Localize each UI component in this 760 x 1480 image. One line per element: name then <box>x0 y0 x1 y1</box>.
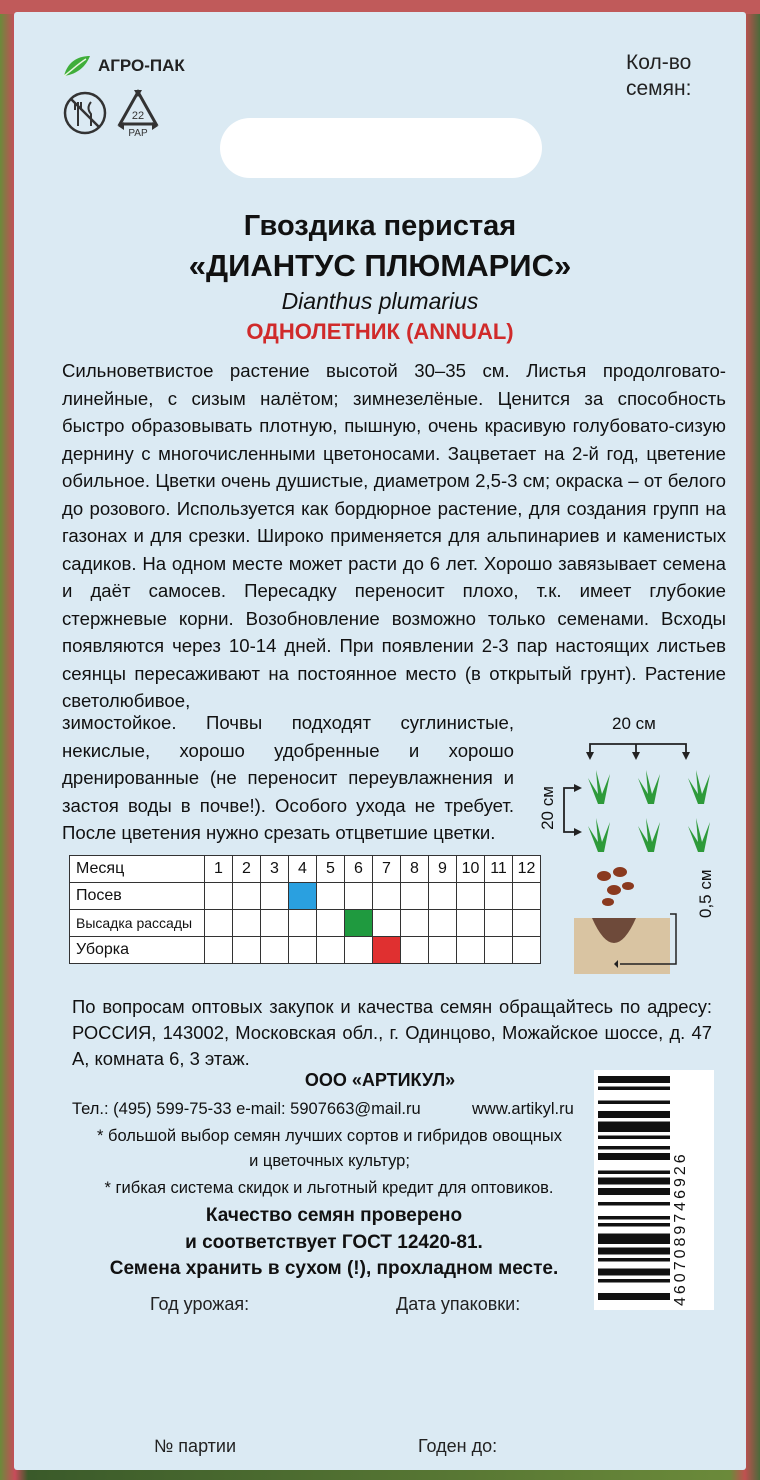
sowing-marker <box>289 883 317 910</box>
quality-line-2: и соответствует ГОСТ 12420-81. <box>185 1232 483 1253</box>
calendar-row-harvest <box>70 937 541 964</box>
calendar-header-row <box>70 856 541 883</box>
month-cell: 5 <box>317 856 345 883</box>
barcode-bar <box>598 1153 670 1160</box>
month-cell: 8 <box>401 856 429 883</box>
row-label: Уборка <box>70 937 205 964</box>
recycle-icon <box>112 88 164 138</box>
brand-name: АГРО-ПАК <box>98 56 185 75</box>
barcode-bars <box>594 1070 714 1310</box>
bullet-discounts: * гибкая система скидок и льготный кредит для оптовиков. <box>104 1179 554 1197</box>
spacing-vertical-label: 20 см <box>537 786 557 830</box>
barcode-bar <box>598 1087 670 1091</box>
month-cell: 9 <box>429 856 457 883</box>
recycle-code: 22 <box>131 110 145 122</box>
latin-name: Dianthus plumarius <box>281 288 479 314</box>
description-text-continued: зимостойкое. Почвы подходят суглинистые, некислые, хорошо удобренные и хорошо дренированные (не переносит переувлажнения и застоя воды в почве!). Особого ухода не требует. После цветения нужно срезать отцветшие цветки. <box>62 712 514 843</box>
harvest-marker <box>373 937 401 964</box>
barcode-bar <box>598 1111 670 1118</box>
description-text: Сильноветвистое растение высотой 30–35 см. Листья продолговато-линейные, с сизым налётом; зимнезелёные. Ценится за способность быстро образовывать плотную, пышную, очень красивую голубовато-сизую дернину с многочисленными цветоносами. Зацветает на 2-й год, цветение обильное. Цветки очень душистые, диаметром 2,5-3 см; окраска – от белого до розового. Используется как бордюрное растение, для создания групп на газонах и для срезки. Широко применяется для альпинариев и каменистых садиков. На одном месте может расти до 6 лет. Хорошо завязывает семена и даёт самосев. Пересадку переносит плохо, т.к. имеет глубокие стержневые корни. Возобновление возможно только семенами. Всходы появляются через 10-14 дней. При появлении 2-3 пар настоящих листьев сеянцы пересаживают на постоянное место (в открытый грунт). Растение светолюбивое, <box>62 360 726 711</box>
barcode-bar <box>598 1279 670 1283</box>
transplant-marker <box>345 910 373 937</box>
quality-line-1: Качество семян проверено <box>205 1205 463 1226</box>
contact-phone-email: Тел.: (495) 599-75-33 e-mail: 5907663@mail.ru <box>72 1100 421 1118</box>
seed-count-label: Кол-во семян: <box>626 51 692 100</box>
barcode-bar <box>598 1136 670 1140</box>
barcode-bar <box>598 1258 670 1262</box>
barcode-bar <box>598 1202 670 1206</box>
seed-packet-back <box>14 12 746 1470</box>
packet-window <box>220 118 542 178</box>
plant-type: ОДНОЛЕТНИК (ANNUAL) <box>246 319 514 344</box>
brand-logo <box>62 54 185 78</box>
planting-scheme <box>520 712 730 852</box>
barcode-bar <box>598 1248 670 1255</box>
month-header: Месяц <box>70 856 205 883</box>
expiry-field: Годен до: <box>418 1436 498 1456</box>
row-label: Посев <box>70 883 205 910</box>
barcode <box>594 1070 714 1310</box>
barcode-bar <box>598 1188 670 1195</box>
month-cell: 12 <box>513 856 541 883</box>
variety-name: «ДИАНТУС ПЛЮМАРИС» <box>188 248 572 283</box>
barcode-bar <box>598 1269 670 1276</box>
barcode-bar <box>598 1216 670 1220</box>
bullet-assortment: * большой выбор семян лучших сортов и гибридов овощных и цветочных культур; <box>97 1127 562 1170</box>
product-title: Гвоздика перистая <box>243 210 517 242</box>
not-food-safe-icon <box>62 90 108 136</box>
seedling-icons <box>580 764 730 854</box>
barcode-bar <box>598 1101 670 1105</box>
barcode-bar <box>598 1234 670 1245</box>
barcode-bar <box>598 1178 670 1185</box>
barcode-bar <box>598 1122 670 1133</box>
month-cell: 2 <box>233 856 261 883</box>
depth-label: 0,5 см <box>696 869 715 918</box>
barcode-bar <box>598 1293 670 1300</box>
batch-field: № партии <box>154 1436 237 1456</box>
spacing-horizontal-label: 20 см <box>612 714 656 733</box>
website-link[interactable]: www.artikyl.ru <box>472 1100 574 1118</box>
calendar-row-transplanting <box>70 910 541 937</box>
calendar-row-sowing <box>70 883 541 910</box>
month-cell: 3 <box>261 856 289 883</box>
month-cell: 1 <box>205 856 233 883</box>
month-cell: 11 <box>485 856 513 883</box>
barcode-bar <box>598 1076 670 1083</box>
month-cell: 6 <box>345 856 373 883</box>
month-cell: 10 <box>457 856 485 883</box>
sowing-calendar <box>69 855 541 964</box>
barcode-bar <box>598 1171 670 1175</box>
leaf-icon <box>62 54 92 78</box>
contact-address: По вопросам оптовых закупок и качества семян обращайтесь по адресу: РОССИЯ, 143002, Московская обл., г. Одинцово, Можайское шоссе, д. 47 А, комната 6, 3 этаж. <box>72 996 712 1069</box>
storage-instruction: Семена хранить в сухом (!), прохладном месте. <box>109 1258 559 1279</box>
month-cell: 4 <box>289 856 317 883</box>
row-label: Высадка рассады <box>70 910 205 937</box>
recycle-label: PAP <box>128 128 148 138</box>
pack-date-field: Дата упаковки: <box>396 1294 521 1314</box>
company-name: ООО «АРТИКУЛ» <box>304 1070 456 1090</box>
barcode-bar <box>598 1146 670 1150</box>
barcode-number: 4607089746926 <box>672 1151 689 1306</box>
barcode-bar <box>598 1223 670 1227</box>
harvest-year-field: Год урожая: <box>150 1294 250 1314</box>
month-cell: 7 <box>373 856 401 883</box>
